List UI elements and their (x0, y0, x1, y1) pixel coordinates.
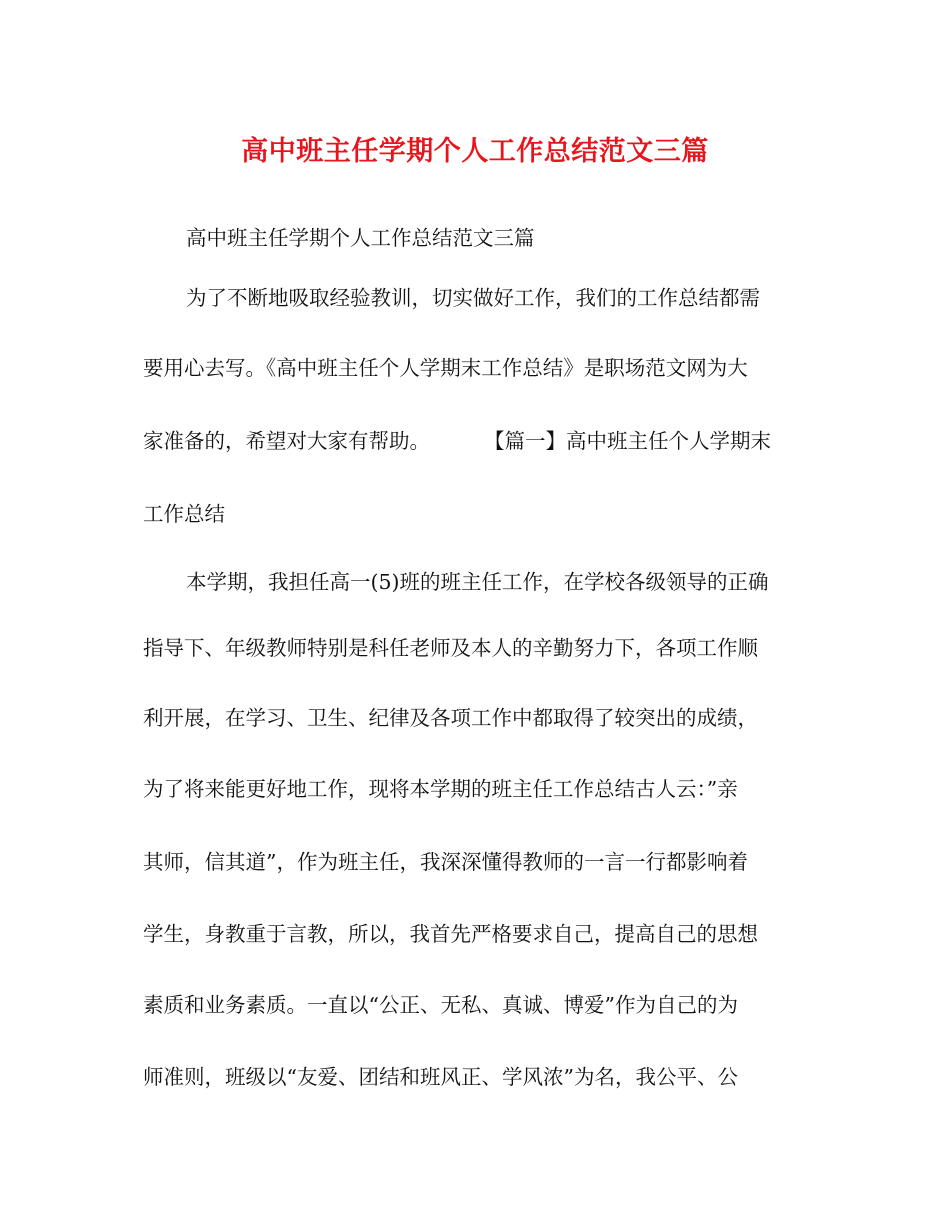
paragraph-line: 指导下、年级教师特别是科任老师及本人的辛勤努力下，各项工作顺 (143, 636, 758, 660)
section-heading: 【篇一】高中班主任个人学期末 (484, 429, 771, 453)
paragraph-line: 学生，身教重于言教，所以，我首先严格要求自己，提高自己的思想 (143, 922, 758, 946)
paragraph-line: 素质和业务素质。一直以“公正、无私、真诚、博爱”作为自己的为 (143, 993, 738, 1017)
paragraph-line: 工作总结 (143, 502, 225, 526)
paragraph-line-part: 家准备的，希望对大家有帮助。 (143, 429, 430, 453)
paragraph-line: 为了将来能更好地工作，现将本学期的班主任工作总结古人云：”亲 (143, 777, 738, 801)
paragraph-line: 其师，信其道”，作为班主任，我深深懂得教师的一言一行都影响着 (143, 850, 748, 874)
paragraph-line: 本学期，我担任高一(5)班的班主任工作，在学校各级领导的正确 (186, 570, 769, 594)
paragraph-line: 利开展，在学习、卫生、纪律及各项工作中都取得了较突出的成绩， (143, 706, 758, 730)
paragraph-line: 要用心去写。《高中班主任个人学期末工作总结》是职场范文网为大 (143, 356, 748, 380)
paragraph-line (143, 425, 771, 457)
paragraph-line: 为了不断地吸取经验教训，切实做好工作，我们的工作总结都需 (186, 286, 760, 310)
subtitle-line: 高中班主任学期个人工作总结范文三篇 (186, 226, 535, 250)
document-title: 高中班主任学期个人工作总结范文三篇 (241, 136, 709, 167)
paragraph-line: 师准则，班级以“友爱、团结和班风正、学风浓”为名，我公平、公 (143, 1065, 738, 1089)
